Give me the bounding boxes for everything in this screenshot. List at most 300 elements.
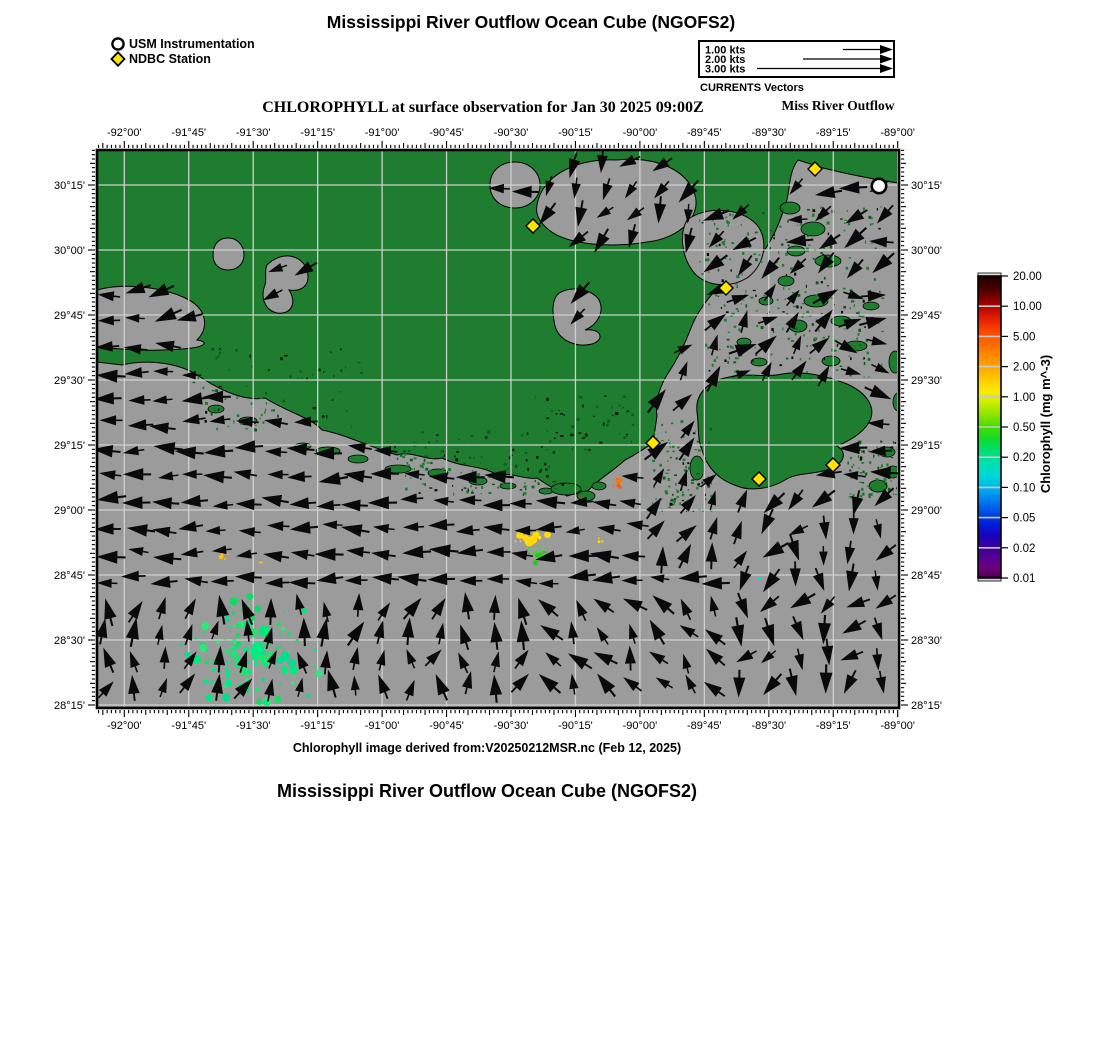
- marsh-speckle: [862, 492, 865, 495]
- marsh-speckle: [725, 217, 727, 218]
- marsh-speckle: [269, 373, 272, 375]
- marsh-speckle: [570, 434, 573, 436]
- marsh-speckle: [701, 482, 703, 484]
- marsh-speckle: [755, 295, 756, 297]
- marsh-speckle: [419, 429, 422, 431]
- marsh-speckle: [767, 313, 768, 314]
- chlorophyll-patch: [184, 652, 190, 658]
- marsh-speckle: [583, 403, 584, 404]
- lon-label-top: -89°45': [687, 127, 722, 139]
- marsh-speckle: [312, 374, 313, 376]
- map-content: [92, 148, 905, 710]
- chlorophyll-patch: [208, 658, 210, 660]
- marsh-speckle: [823, 337, 826, 339]
- marsh-speckle: [867, 485, 869, 486]
- lon-label-bottom: -91°45': [171, 720, 207, 732]
- marsh-speckle: [424, 452, 425, 455]
- marsh-speckle: [785, 239, 788, 241]
- marsh-speckle: [843, 288, 846, 290]
- marsh-speckle: [778, 251, 779, 253]
- marsh-speckle: [852, 466, 853, 468]
- marsh-speckle: [402, 456, 405, 458]
- lon-label-top: -92°00': [106, 127, 142, 139]
- marsh-speckle: [544, 492, 545, 495]
- marsh-speckle: [771, 353, 773, 355]
- marsh-speckle: [864, 326, 866, 327]
- marsh-speckle: [228, 426, 230, 427]
- marsh-speckle: [865, 241, 866, 244]
- marsh-speckle: [772, 216, 774, 219]
- marsh-speckle: [531, 474, 533, 475]
- marsh-speckle: [875, 478, 878, 480]
- marsh-speckle: [454, 448, 457, 449]
- marsh-speckle: [336, 410, 338, 411]
- marsh-speckle: [336, 398, 339, 400]
- marsh-speckle: [519, 472, 521, 474]
- chlorophyll-patch: [228, 626, 231, 629]
- marsh-speckle: [786, 358, 788, 360]
- marsh-speckle: [263, 421, 265, 424]
- marsh-speckle: [588, 401, 589, 403]
- marsh-speckle: [783, 287, 784, 290]
- marsh-speckle: [196, 364, 198, 367]
- marsh-speckle: [861, 462, 864, 464]
- marsh-speckle: [829, 363, 831, 364]
- marsh-speckle: [497, 486, 499, 488]
- marsh-speckle: [473, 442, 476, 443]
- marsh-speckle: [810, 345, 811, 346]
- marsh-speckle: [582, 437, 585, 439]
- marsh-speckle: [549, 410, 550, 413]
- chlorophyll-patch: [180, 644, 183, 647]
- lon-label-top: -90°00': [622, 127, 658, 139]
- marsh-speckle: [478, 481, 481, 482]
- marsh-speckle: [796, 305, 798, 308]
- marsh-speckle: [712, 364, 714, 367]
- marsh-speckle: [394, 445, 395, 448]
- marsh-speckle: [631, 414, 633, 416]
- marsh-speckle: [579, 417, 580, 419]
- chlorophyll-patch: [275, 665, 277, 667]
- marsh-speckle: [268, 369, 270, 370]
- marsh-speckle: [349, 420, 350, 422]
- marsh-speckle: [655, 498, 657, 499]
- marsh-speckle: [606, 421, 608, 424]
- marsh-speckle: [807, 209, 810, 211]
- chlorophyll-patch: [288, 632, 291, 635]
- marsh-speckle: [777, 308, 779, 309]
- marsh-speckle: [289, 375, 291, 378]
- marsh-speckle: [707, 253, 709, 256]
- marsh-speckle: [696, 487, 698, 490]
- marsh-speckle: [676, 489, 677, 490]
- marsh-speckle: [863, 300, 865, 303]
- marsh-speckle: [300, 386, 301, 388]
- marsh-speckle: [216, 357, 218, 360]
- marsh-speckle: [716, 285, 717, 287]
- marsh-speckle: [773, 234, 775, 236]
- chlorophyll-patch: [243, 647, 249, 653]
- chlorophyll-patch: [201, 622, 209, 630]
- marsh-speckle: [878, 228, 880, 230]
- lat-label-left: 29°15': [54, 440, 85, 452]
- chlorophyll-patch: [515, 541, 517, 543]
- marsh-speckle: [240, 423, 241, 424]
- marsh-speckle: [708, 346, 709, 349]
- marsh-speckle: [481, 493, 482, 495]
- marsh-speckle: [753, 253, 756, 255]
- marsh-speckle: [707, 243, 709, 245]
- marsh-speckle: [444, 433, 445, 434]
- marsh-speckle: [667, 460, 668, 462]
- marsh-speckle: [410, 478, 411, 479]
- lat-label-right: 30°15': [911, 180, 942, 192]
- marsh-speckle: [549, 480, 551, 482]
- marsh-speckle: [902, 442, 904, 443]
- marsh-speckle: [708, 271, 709, 272]
- marsh-speckle: [535, 396, 536, 398]
- marsh-speckle: [771, 328, 773, 331]
- marsh-speckle: [353, 376, 355, 378]
- marsh-speckle: [857, 333, 859, 336]
- marsh-speckle: [813, 258, 815, 260]
- marsh-speckle: [211, 384, 212, 385]
- marsh-speckle: [732, 214, 733, 217]
- marsh-speckle: [463, 462, 465, 464]
- marsh-speckle: [255, 425, 257, 426]
- marsh-speckle: [598, 401, 601, 403]
- marsh-speckle: [869, 216, 872, 219]
- marsh-speckle: [868, 376, 869, 378]
- marsh-speckle: [205, 402, 208, 405]
- chlorophyll-patch: [225, 666, 228, 669]
- chlorophyll-patch: [235, 633, 240, 638]
- legend-label-ndbc: NDBC Station: [129, 51, 211, 66]
- marsh-speckle: [834, 264, 837, 266]
- marsh-speckle: [626, 434, 628, 435]
- marsh-speckle: [460, 441, 462, 442]
- marsh-speckle: [553, 481, 556, 482]
- marsh-speckle: [802, 229, 804, 230]
- marsh-speckle: [864, 377, 865, 378]
- marsh-speckle: [512, 449, 514, 451]
- marsh-speckle: [340, 349, 341, 351]
- marsh-speckle: [325, 428, 328, 430]
- chlorophyll-patch: [252, 655, 258, 661]
- marsh-speckle: [274, 409, 275, 411]
- marsh-speckle: [567, 412, 569, 414]
- marsh-speckle: [716, 356, 718, 358]
- marsh-speckle: [674, 498, 676, 500]
- lon-label-top: -90°15': [558, 127, 593, 139]
- marsh-speckle: [885, 483, 887, 484]
- colorbar-tick-label: 1.00: [1013, 391, 1036, 404]
- chlorophyll-patch: [258, 654, 265, 661]
- marsh-speckle: [532, 432, 534, 434]
- marsh-speckle: [264, 411, 266, 413]
- marsh-speckle: [198, 376, 200, 379]
- marsh-speckle: [217, 355, 219, 357]
- marsh-speckle: [858, 312, 860, 315]
- marsh-speckle: [756, 310, 759, 311]
- marsh-speckle: [224, 398, 226, 400]
- marsh-islet: [348, 455, 368, 463]
- marsh-speckle: [661, 424, 663, 426]
- chlorophyll-patch: [228, 701, 230, 703]
- marsh-speckle: [741, 224, 742, 226]
- chlorophyll-patch: [236, 611, 238, 613]
- marsh-speckle: [802, 303, 805, 304]
- marsh-speckle: [426, 451, 429, 454]
- marsh-speckle: [351, 426, 352, 428]
- marsh-speckle: [485, 436, 487, 439]
- marsh-speckle: [872, 223, 874, 224]
- marsh-speckle: [670, 446, 671, 447]
- marsh-speckle: [861, 315, 864, 317]
- marsh-speckle: [852, 300, 855, 302]
- chlorophyll-patch: [239, 600, 241, 602]
- marsh-speckle: [869, 487, 872, 489]
- marsh-speckle: [259, 418, 260, 419]
- marsh-speckle: [741, 303, 742, 304]
- chlorophyll-patch: [254, 605, 261, 612]
- currents-legend-graphic: [698, 40, 895, 78]
- marsh-speckle: [599, 442, 602, 444]
- marsh-speckle: [531, 439, 532, 442]
- marsh-speckle: [425, 446, 427, 449]
- chlorophyll-patch: [212, 668, 216, 672]
- marsh-speckle: [411, 468, 413, 470]
- marsh-speckle: [585, 433, 587, 436]
- marsh-speckle: [424, 459, 426, 462]
- marsh-speckle: [407, 468, 409, 471]
- marsh-speckle: [871, 217, 872, 220]
- marsh-speckle: [518, 459, 521, 462]
- marsh-speckle: [462, 452, 463, 454]
- marsh-speckle: [572, 410, 574, 411]
- chlorophyll-patch: [240, 609, 242, 611]
- marsh-speckle: [430, 470, 432, 472]
- lon-label-bottom: -91°30': [235, 720, 271, 732]
- marsh-speckle: [788, 244, 790, 246]
- marsh-speckle: [594, 413, 595, 415]
- marsh-speckle: [193, 382, 196, 383]
- marsh-speckle: [728, 224, 729, 227]
- marsh-speckle: [858, 455, 859, 458]
- marsh-speckle: [850, 493, 851, 494]
- marsh-speckle: [318, 369, 320, 371]
- ndbc-diamond-icon: [110, 51, 126, 67]
- marsh-speckle: [806, 371, 808, 373]
- marsh-speckle: [843, 306, 846, 309]
- marsh-speckle: [420, 478, 421, 480]
- marsh-speckle: [260, 396, 263, 398]
- chlorophyll-patch: [291, 674, 293, 676]
- marsh-speckle: [866, 267, 869, 270]
- marsh-speckle: [516, 465, 517, 468]
- marsh-speckle: [698, 449, 701, 451]
- chlorophyll-patch: [227, 553, 229, 555]
- marsh-speckle: [542, 416, 544, 417]
- chlorophyll-patch: [279, 683, 282, 686]
- marsh-speckle: [691, 480, 692, 482]
- marsh-speckle: [407, 464, 410, 466]
- marsh-speckle: [856, 337, 857, 340]
- lon-label-bottom: -89°00': [880, 720, 916, 732]
- marsh-speckle: [868, 358, 871, 360]
- marsh-speckle: [544, 463, 546, 465]
- marsh-speckle: [791, 356, 793, 359]
- marsh-speckle: [828, 232, 829, 235]
- colorbar-tick-label: 0.01: [1013, 573, 1036, 585]
- chlorophyll-patch: [254, 641, 256, 643]
- chlorophyll-patch: [247, 600, 249, 602]
- chlorophyll-patch: [237, 625, 241, 629]
- marsh-speckle: [676, 457, 678, 459]
- marsh-speckle: [847, 210, 848, 212]
- marsh-speckle: [812, 323, 814, 326]
- currents-legend-arrowhead-icon: [880, 55, 893, 64]
- marsh-speckle: [205, 411, 207, 414]
- marsh-speckle: [524, 486, 527, 488]
- marsh-speckle: [361, 347, 364, 349]
- marsh-speckle: [479, 455, 482, 457]
- marsh-speckle: [809, 330, 810, 332]
- chlorophyll-patch: [287, 636, 289, 638]
- marsh-speckle: [730, 269, 731, 271]
- marsh-speckle: [840, 218, 843, 220]
- marsh-speckle: [235, 349, 237, 352]
- marsh-speckle: [417, 443, 420, 445]
- marsh-speckle: [873, 455, 874, 458]
- marsh-speckle: [755, 355, 757, 356]
- marsh-speckle: [582, 448, 583, 449]
- plot-subtitle: CHLOROPHYLL at surface observation for Jan 30 2025 09:00Z: [262, 99, 704, 116]
- marsh-speckle: [709, 232, 711, 235]
- marsh-speckle: [709, 370, 711, 372]
- marsh-speckle: [581, 440, 583, 443]
- marsh-speckle: [279, 394, 282, 396]
- marsh-islet: [787, 246, 805, 256]
- marsh-speckle: [333, 346, 334, 347]
- colorbar: [972, 266, 1097, 588]
- marsh-speckle: [814, 338, 816, 340]
- marsh-speckle: [493, 446, 496, 448]
- chlorophyll-patch: [194, 637, 197, 640]
- chlorophyll-patch: [232, 641, 234, 643]
- marsh-speckle: [343, 349, 345, 350]
- marsh-speckle: [709, 428, 712, 431]
- chlorophyll-patch: [612, 485, 614, 487]
- marsh-speckle: [844, 220, 847, 221]
- marsh-speckle: [719, 244, 721, 246]
- map-graphic: [20, 122, 970, 742]
- marsh-speckle: [697, 474, 700, 475]
- marsh-speckle: [588, 449, 591, 451]
- marsh-speckle: [797, 225, 798, 226]
- lon-label-top: -89°30': [751, 127, 787, 139]
- marsh-speckle: [692, 479, 694, 481]
- marsh-speckle: [301, 404, 304, 407]
- marsh-speckle: [602, 396, 603, 399]
- marsh-speckle: [486, 468, 488, 470]
- marsh-speckle: [818, 329, 819, 332]
- marsh-speckle: [208, 377, 209, 378]
- marsh-speckle: [526, 435, 529, 437]
- currents-legend-arrowhead-icon: [880, 45, 893, 54]
- chlorophyll-patch: [313, 664, 316, 667]
- chlorophyll-patch: [231, 651, 238, 658]
- marsh-speckle: [504, 463, 507, 465]
- lake-water: [682, 210, 763, 284]
- marsh-speckle: [422, 483, 423, 485]
- marsh-speckle: [546, 417, 548, 419]
- chlorophyll-patch: [219, 555, 224, 560]
- marsh-speckle: [554, 489, 557, 490]
- marsh-speckle: [676, 496, 679, 498]
- marsh-speckle: [736, 308, 739, 310]
- marsh-speckle: [450, 434, 453, 436]
- chlorophyll-patch: [224, 558, 226, 560]
- marsh-islet: [863, 302, 879, 310]
- marsh-speckle: [546, 449, 547, 451]
- marsh-speckle: [858, 468, 859, 469]
- marsh-speckle: [205, 420, 207, 423]
- marsh-speckle: [782, 327, 783, 330]
- marsh-speckle: [587, 422, 590, 423]
- marsh-speckle: [752, 360, 754, 361]
- marsh-speckle: [693, 432, 696, 434]
- marsh-speckle: [827, 222, 830, 225]
- chlorophyll-patch: [280, 634, 282, 636]
- chlorophyll-patch: [242, 641, 245, 644]
- marsh-speckle: [615, 412, 618, 415]
- lon-label-bottom: -90°15': [558, 720, 593, 732]
- marsh-speckle: [588, 424, 590, 426]
- marsh-speckle: [528, 419, 530, 422]
- marsh-speckle: [427, 462, 430, 463]
- marsh-speckle: [335, 387, 337, 388]
- chlorophyll-patch: [228, 606, 230, 608]
- marsh-speckle: [742, 273, 743, 276]
- marsh-speckle: [731, 347, 734, 349]
- marsh-speckle: [674, 474, 677, 476]
- marsh-speckle: [556, 418, 558, 420]
- marsh-speckle: [274, 390, 276, 392]
- marsh-speckle: [215, 407, 217, 409]
- marsh-speckle: [879, 467, 881, 468]
- marsh-speckle: [821, 313, 823, 314]
- marsh-speckle: [536, 403, 538, 404]
- marsh-speckle: [345, 396, 347, 398]
- marsh-speckle: [719, 349, 721, 350]
- chlorophyll-patch: [274, 696, 281, 703]
- marsh-speckle: [593, 416, 594, 417]
- marsh-speckle: [881, 297, 884, 299]
- marsh-speckle: [699, 219, 700, 221]
- marsh-speckle: [548, 448, 551, 450]
- chlorophyll-patch: [231, 665, 233, 667]
- lon-label-bottom: -89°45': [687, 720, 722, 732]
- marsh-speckle: [246, 385, 247, 387]
- marsh-speckle: [708, 423, 710, 425]
- chlorophyll-patch: [249, 650, 252, 653]
- chlorophyll-patch: [241, 604, 243, 606]
- marsh-speckle: [525, 452, 527, 454]
- marsh-speckle: [784, 298, 786, 299]
- marsh-speckle: [569, 439, 571, 442]
- marsh-speckle: [669, 507, 671, 509]
